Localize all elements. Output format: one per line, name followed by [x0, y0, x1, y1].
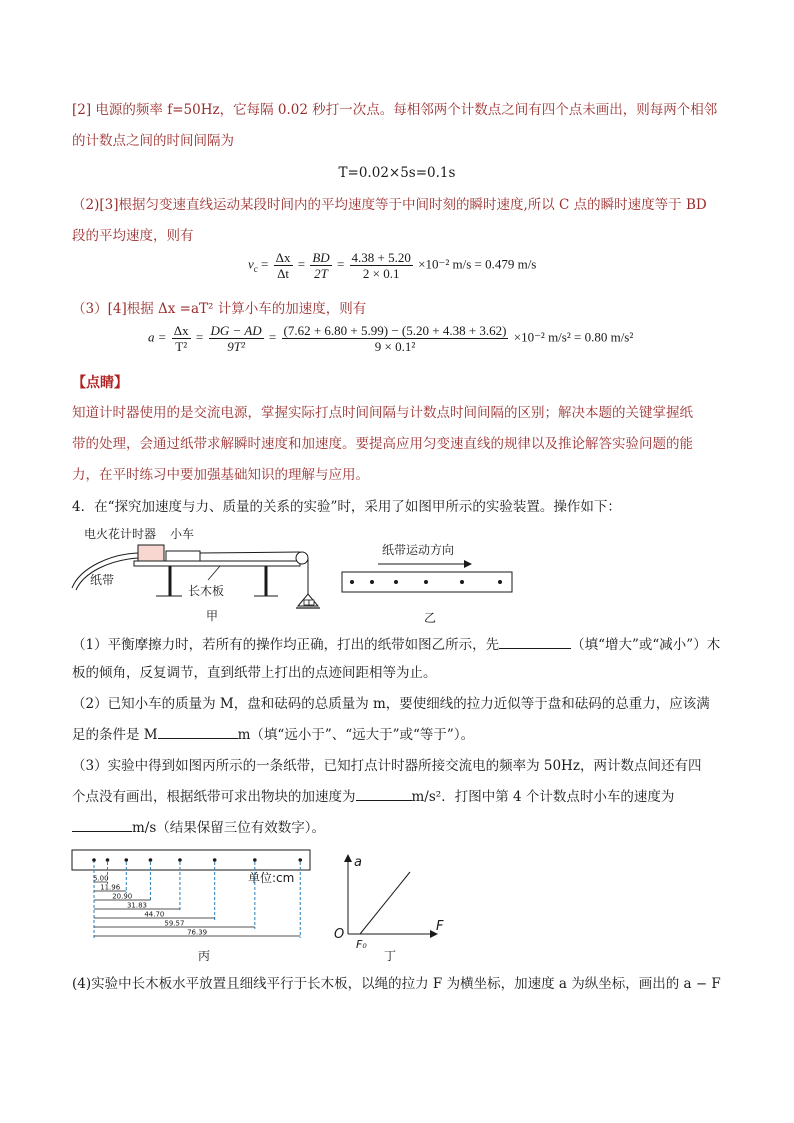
distance-label: 5.00	[92, 874, 109, 883]
cart-shape	[166, 551, 200, 561]
eq-v-frac-1: $\frac{\Delta x}{\Delta t}$	[275, 250, 291, 281]
q4-line-1: (4)实验中长木板水平放置且细线平行于长木板，以绳的拉力 F 为横坐标，加速度 a 为纵坐标，画出的 a − F	[72, 976, 721, 992]
figure-jia-apparatus	[70, 520, 340, 630]
caption-yi: 乙	[424, 611, 437, 625]
label-timer: 电火花计时器	[84, 527, 157, 541]
comment-line-3: 力，在平时练习中要加强基础知识的理解与应用。	[72, 467, 369, 483]
question-4-intro: 4．在“探究加速度与力、质量的关系的实验”时，采用了如图甲所示的实验装置。操作如下：	[72, 499, 621, 515]
label-board: 长木板	[188, 584, 225, 598]
distance-label: 11.96	[100, 883, 121, 892]
y-axis-label: a	[354, 855, 362, 870]
origin-label: O	[334, 927, 345, 942]
eq-v-tail: ×10⁻² m/s = 0.479 m/s	[418, 256, 537, 272]
q2-line-1: （2）已知小车的质量为 M，盘和砝码的总质量为 m，要使细线的拉力近似等于盘和砝码的总重力，应该满	[72, 696, 710, 712]
x-axis-label: F	[436, 919, 444, 934]
q1-line-1: （1）平衡摩擦力时，若所有的操作均正确，打出的纸带如图乙所示，先 （填“增大”或“减小”）木	[72, 637, 721, 653]
eq-a-frac-1: $\frac{\Delta x}{\text{T²}}$	[173, 323, 189, 354]
q1-line-2: 板的倾角，反复调节，直到纸带上打出的点迹间距相等为止。	[72, 665, 437, 681]
answer-blank-3[interactable]	[356, 800, 412, 801]
tape-dot	[178, 858, 182, 862]
comment-line-2: 带的处理，会通过纸带求解瞬时速度和加速度。要提高应用匀变速直线的规律以及推论解答实验问题的能	[72, 436, 693, 452]
board-shape	[134, 561, 300, 566]
distance-label: 31.83	[126, 901, 147, 910]
eq-a-frac-2: $\frac{DG - AD}{\text{9T²}}$	[210, 323, 262, 354]
caption-bing: 丙	[198, 949, 211, 963]
tape-dot	[213, 858, 217, 862]
solution-line-3: （2)[3]根据匀变速直线运动某段时间内的平均速度等于中间时刻的瞬时速度,所以 C 点的瞬时速度等于 BD	[72, 197, 707, 213]
tape-dot	[298, 858, 302, 862]
q2-line-2: 足的条件是 M m（填“远小于”、“远大于”或“等于”）。	[72, 727, 475, 743]
unit-label: 单位:cm	[248, 871, 295, 885]
a-f-line	[360, 872, 410, 934]
q3-line-1: （3）实验中得到如图丙所示的一条纸带，已知打点计时器所接交流电的频率为 50Hz，两计数点间还有四	[72, 758, 702, 774]
comment-heading: 【点睛】	[72, 375, 128, 391]
tape-dot	[149, 858, 153, 862]
eq-v-frac-2: $\frac{BD}{2T}$	[312, 250, 330, 281]
intercept-label: F₀	[356, 938, 367, 951]
solution-line-5: （3）[4]根据 Δx =aT² 计算小车的加速度，则有	[72, 301, 367, 317]
tape-dot	[92, 858, 96, 862]
tape-dot	[124, 858, 128, 862]
distance-label: 20.90	[112, 892, 133, 901]
eq-a-lhs: a =	[148, 329, 167, 345]
figure-bing-tape	[70, 846, 320, 966]
distance-label: 44.70	[144, 910, 165, 919]
label-tape: 纸带	[90, 573, 115, 587]
label-cart: 小车	[170, 527, 195, 541]
period-equation: T=0.02×5s=0.1s	[338, 165, 456, 181]
timer-shape	[138, 545, 164, 561]
string-line	[200, 552, 300, 553]
tape-dot	[106, 858, 110, 862]
pulley-shape	[296, 552, 308, 564]
answer-blank-4[interactable]	[72, 831, 132, 832]
solution-line-4: 段的平均速度，则有	[72, 228, 194, 244]
eq-v-sub: c	[253, 264, 258, 275]
figure-yi-tape	[338, 538, 520, 630]
distance-label: 76.39	[187, 928, 208, 937]
solution-line-1: [2] 电源的频率 f=50Hz，它每隔 0.02 秒打一次点。每相邻两个计数点之间有四个点未画出，则每两个相邻	[72, 102, 718, 118]
tape-dot	[253, 858, 257, 862]
distance-label: 59.57	[164, 919, 185, 928]
label-direction: 纸带运动方向	[382, 543, 455, 557]
caption-jia: 甲	[206, 609, 219, 623]
q3-line-3: m/s（结果保留三位有效数字）。	[72, 818, 325, 838]
answer-blank-2[interactable]	[158, 738, 238, 739]
eq-v-lhs: v	[248, 256, 254, 272]
acceleration-equation: a = $\frac{\Delta x}{\text{T²}}$ = $\frac{DG - AD}{\text{9T²}}$ = $\frac{(7.62 + 6.80 + 5.99) - (5.20 + 4.38 + 3.62)}{\text{9 × 0.1²}}$ ×10⁻² m/s² = 0.80 m/s²	[148, 323, 634, 354]
eq-v-equals: =	[261, 256, 269, 272]
eq-a-frac-3: $\frac{(7.62 + 6.80 + 5.99) - (5.20 + 4.38 + 3.62)}{\text{9 × 0.1²}}$	[283, 323, 507, 354]
answer-blank-1[interactable]	[499, 648, 571, 649]
solution-line-2: 的计数点之间的时间间隔为	[72, 133, 234, 149]
eq-v-frac-3: $\frac{4.38 + 5.20}{2 \times 0.1}$	[351, 250, 411, 281]
comment-line-1: 知道计时器使用的是交流电源，掌握实际打点时间间隔与计数点时间间隔的区别；解决本题的关键掌握纸	[72, 405, 693, 421]
caption-ding: 丁	[384, 949, 397, 963]
velocity-equation: $v_c$ = $\frac{\Delta x}{\Delta t}$ = $\frac{BD}{2T}$ = $\frac{4.38 + 5.20}{2 \times 0.1}$ ×10⁻² m/s = 0.479 m/s	[248, 250, 537, 281]
eq-a-tail: ×10⁻² m/s² = 0.80 m/s²	[513, 329, 634, 345]
figure-ding-graph	[330, 852, 450, 964]
q3-line-2: 个点没有画出，根据纸带可求出物块的加速度为 m/s²．打图中第 4 个计数点时小车的速度为	[72, 789, 675, 805]
